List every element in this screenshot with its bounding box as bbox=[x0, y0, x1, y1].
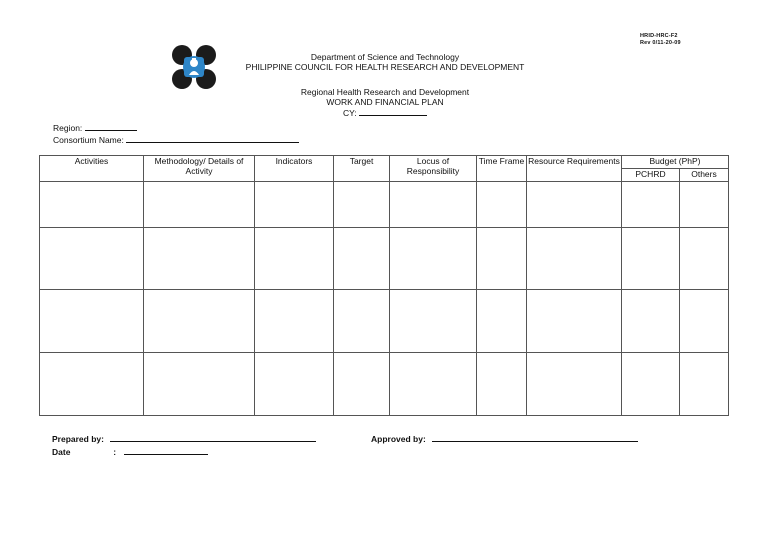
table-cell[interactable] bbox=[334, 228, 390, 290]
approved-by-field bbox=[371, 432, 638, 444]
table-cell[interactable] bbox=[680, 353, 729, 416]
region-label: Region: bbox=[53, 123, 83, 133]
table-cell[interactable] bbox=[622, 353, 680, 416]
table-row bbox=[40, 290, 729, 353]
cy-label: CY: bbox=[342, 108, 357, 118]
region-blank[interactable] bbox=[85, 121, 137, 131]
table-cell[interactable] bbox=[255, 182, 334, 228]
date-colon: : bbox=[113, 447, 117, 457]
table-cell[interactable] bbox=[622, 290, 680, 353]
consortium-label: Consortium Name: bbox=[53, 135, 124, 145]
table-cell[interactable] bbox=[40, 290, 144, 353]
col-indicators: Indicators bbox=[255, 156, 334, 182]
table-cell[interactable] bbox=[255, 290, 334, 353]
table-cell[interactable] bbox=[527, 353, 622, 416]
col-pchrd: PCHRD bbox=[622, 169, 680, 182]
table-cell[interactable] bbox=[622, 228, 680, 290]
date-label: Date bbox=[52, 447, 71, 457]
col-activities: Activities bbox=[40, 156, 144, 182]
table-cell[interactable] bbox=[144, 228, 255, 290]
table-cell[interactable] bbox=[390, 353, 477, 416]
table-cell[interactable] bbox=[334, 182, 390, 228]
table-cell[interactable] bbox=[390, 182, 477, 228]
table-cell[interactable] bbox=[390, 228, 477, 290]
approved-by-blank[interactable] bbox=[432, 432, 638, 442]
table-cell[interactable] bbox=[622, 182, 680, 228]
table-cell[interactable] bbox=[255, 228, 334, 290]
col-methodology: Methodology/ Details of Activity bbox=[144, 156, 255, 182]
table-cell[interactable] bbox=[40, 182, 144, 228]
date-blank[interactable] bbox=[124, 445, 208, 455]
col-resource: Resource Requirements bbox=[527, 156, 622, 182]
consortium-blank[interactable] bbox=[126, 133, 299, 143]
date-field bbox=[52, 445, 208, 457]
consortium-field bbox=[53, 133, 299, 145]
table-row bbox=[40, 353, 729, 416]
table-cell[interactable] bbox=[680, 290, 729, 353]
table-cell[interactable] bbox=[477, 182, 527, 228]
table-cell[interactable] bbox=[680, 182, 729, 228]
region-field bbox=[53, 121, 137, 133]
table-cell[interactable] bbox=[144, 290, 255, 353]
approved-by-label: Approved by: bbox=[371, 434, 426, 444]
logo-emblem-icon bbox=[170, 43, 218, 91]
table-cell[interactable] bbox=[680, 228, 729, 290]
table-cell[interactable] bbox=[477, 353, 527, 416]
agency-department: Department of Science and Technology bbox=[310, 52, 460, 62]
form-code-id: HRID-HRC-F2 bbox=[640, 33, 678, 39]
table-cell[interactable] bbox=[477, 290, 527, 353]
table-cell[interactable] bbox=[334, 290, 390, 353]
table-cell[interactable] bbox=[255, 353, 334, 416]
cy-field bbox=[230, 107, 540, 118]
table-cell[interactable] bbox=[527, 290, 622, 353]
agency-heading bbox=[230, 53, 540, 72]
col-target: Target bbox=[334, 156, 390, 182]
program-title: Regional Health Research and Development bbox=[300, 87, 470, 97]
table-cell[interactable] bbox=[390, 290, 477, 353]
table-cell[interactable] bbox=[144, 182, 255, 228]
cy-blank[interactable] bbox=[359, 107, 427, 116]
prepared-by-field bbox=[52, 432, 316, 444]
table-row bbox=[40, 228, 729, 290]
plan-title: WORK AND FINANCIAL PLAN bbox=[326, 97, 444, 107]
table-cell[interactable] bbox=[527, 228, 622, 290]
table-row bbox=[40, 182, 729, 228]
col-others: Others bbox=[680, 169, 729, 182]
table-cell[interactable] bbox=[334, 353, 390, 416]
col-budget: Budget (PhP) bbox=[622, 156, 729, 169]
prepared-by-blank[interactable] bbox=[110, 432, 316, 442]
table-cell[interactable] bbox=[40, 228, 144, 290]
table-cell[interactable] bbox=[477, 228, 527, 290]
pchrd-logo bbox=[170, 43, 218, 91]
table-header-row bbox=[40, 156, 729, 169]
table-cell[interactable] bbox=[527, 182, 622, 228]
prepared-by-label: Prepared by: bbox=[52, 434, 104, 444]
col-time-frame: Time Frame bbox=[477, 156, 527, 182]
table-cell[interactable] bbox=[40, 353, 144, 416]
table-cell[interactable] bbox=[144, 353, 255, 416]
program-heading bbox=[230, 87, 540, 118]
form-code bbox=[640, 33, 720, 47]
col-locus: Locus of Responsibility bbox=[390, 156, 477, 182]
work-financial-plan-table bbox=[39, 155, 729, 416]
agency-council: PHILIPPINE COUNCIL FOR HEALTH RESEARCH AND DEVELOPMENT bbox=[245, 61, 525, 72]
form-code-revision: Rev 0/11-20-09 bbox=[640, 40, 681, 46]
